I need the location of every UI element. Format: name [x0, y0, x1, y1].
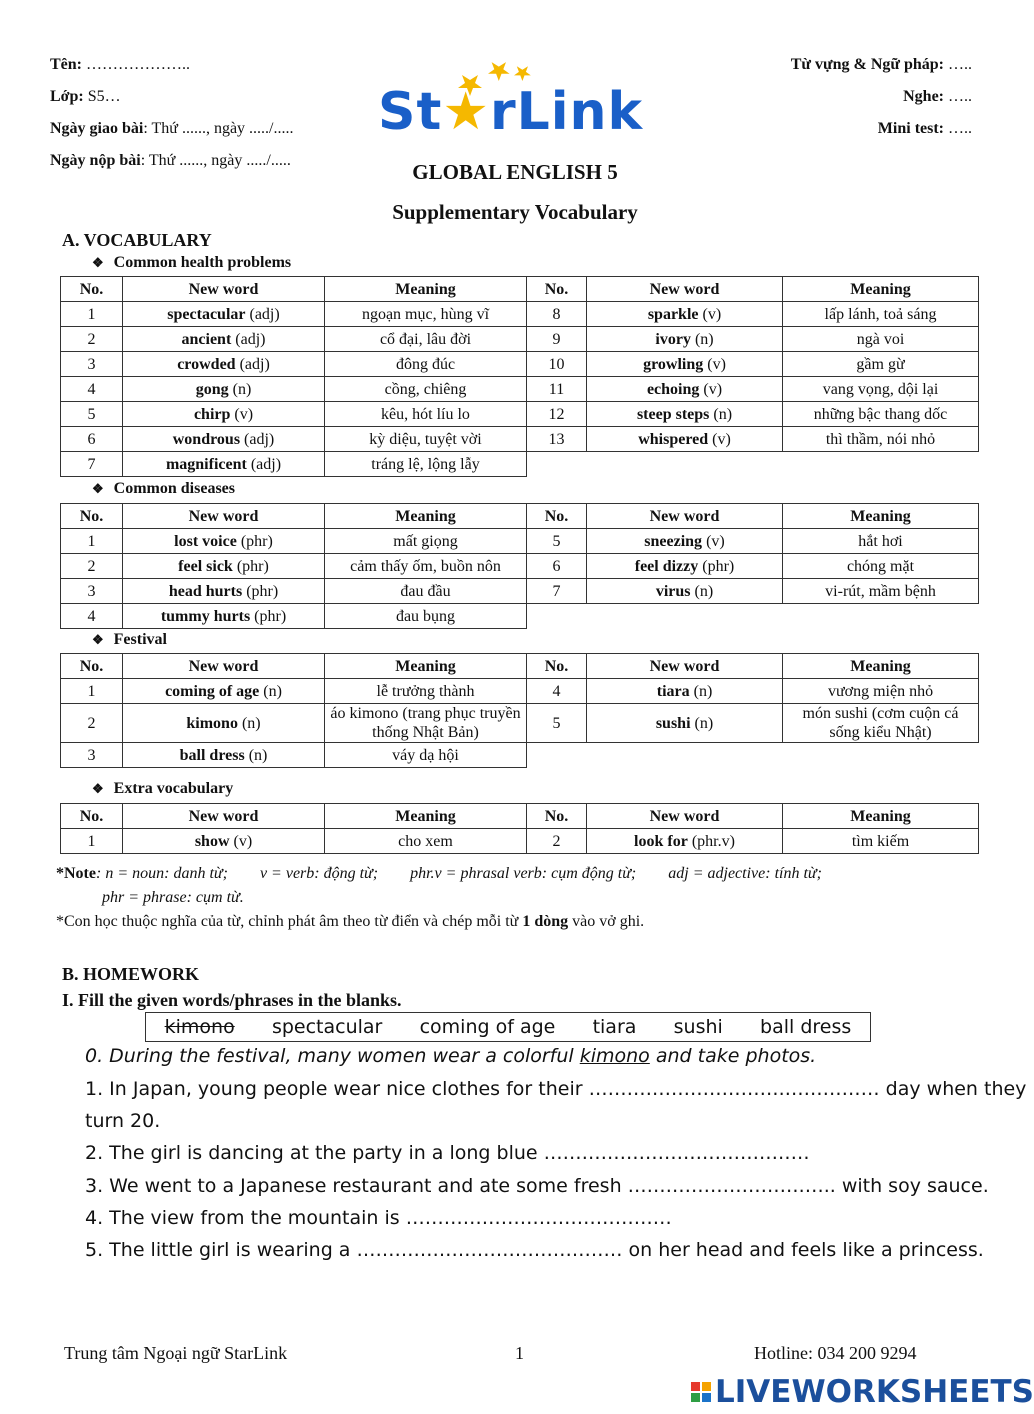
- group-heading: ❖ Festival: [92, 631, 167, 648]
- number-cell: 3: [61, 352, 123, 377]
- question-5[interactable]: 5. The little girl is wearing a …………………………………… on her head and feels like a princess.: [85, 1239, 984, 1261]
- word-cell: coming of age (n): [123, 679, 325, 704]
- word-cell: wondrous (adj): [123, 427, 325, 452]
- listening-score: Nghe: …..: [903, 88, 972, 105]
- vocabulary-table: [60, 276, 979, 477]
- question-3[interactable]: 3. We went to a Japanese restaurant and ate some fresh ……………………….….. with soy sauce.: [85, 1175, 989, 1197]
- table-row: [61, 452, 979, 477]
- word-cell: whispered (v): [587, 427, 783, 452]
- word-cell: sushi (n): [587, 704, 783, 743]
- question-4[interactable]: 4. The view from the mountain is ……………………………………: [85, 1207, 672, 1229]
- word-bank-item: coming of age: [419, 1016, 556, 1038]
- meaning-cell: lấp lánh, toả sáng: [783, 302, 979, 327]
- page-number: 1: [515, 1343, 524, 1363]
- table-header-row: [61, 277, 979, 302]
- meaning-cell: vi-rút, mầm bệnh: [783, 579, 979, 604]
- number-cell: 2: [61, 327, 123, 352]
- meaning-cell: hắt hơi: [783, 529, 979, 554]
- column-header: New word: [587, 804, 783, 829]
- exercise-1-title: I. Fill the given words/phrases in the blanks.: [62, 990, 402, 1010]
- starlink-logo: St★rLink: [378, 60, 628, 140]
- word-bank-item: ball dress: [760, 1016, 852, 1038]
- question-1[interactable]: 1. In Japan, young people wear nice clothes for their ………………………….…………… day when they: [85, 1078, 1027, 1100]
- word-cell: feel dizzy (phr): [587, 554, 783, 579]
- number-cell: 3: [61, 579, 123, 604]
- word-cell: sparkle (v): [587, 302, 783, 327]
- word-cell: look for (phr.v): [587, 829, 783, 854]
- column-header: New word: [587, 277, 783, 302]
- meaning-cell: chóng mặt: [783, 554, 979, 579]
- question-2[interactable]: 2. The girl is dancing at the party in a long blue ……………………………………: [85, 1142, 810, 1164]
- column-header: Meaning: [325, 504, 527, 529]
- note-line-2: phr = phrase: cụm từ.: [102, 889, 244, 906]
- word-cell: sneezing (v): [587, 529, 783, 554]
- number-cell: 5: [61, 402, 123, 427]
- word-cell: tiara (n): [587, 679, 783, 704]
- table-header-row: [61, 804, 979, 829]
- word-cell: kimono (n): [123, 704, 325, 743]
- table-row: [61, 604, 979, 629]
- vocabulary-table: [60, 503, 979, 629]
- word-bank-item: tiara: [592, 1016, 637, 1038]
- word-cell: gong (n): [123, 377, 325, 402]
- number-cell: 1: [61, 302, 123, 327]
- column-header: Meaning: [783, 654, 979, 679]
- liveworksheets-logo-icon: [690, 1381, 712, 1403]
- number-cell: 4: [61, 377, 123, 402]
- number-cell: 2: [61, 704, 123, 743]
- word-cell: show (v): [123, 829, 325, 854]
- word-cell: virus (n): [587, 579, 783, 604]
- number-cell: 13: [527, 427, 587, 452]
- name-line: Tên: ………………..: [50, 56, 190, 73]
- word-cell: tummy hurts (phr): [123, 604, 325, 629]
- meaning-cell: đau bụng: [325, 604, 527, 629]
- page-subtitle: Supplementary Vocabulary: [392, 200, 638, 224]
- word-bank: [145, 1012, 871, 1042]
- word-cell: chirp (v): [123, 402, 325, 427]
- meaning-cell: cảm thấy ốm, buồn nôn: [325, 554, 527, 579]
- number-cell: 1: [61, 529, 123, 554]
- number-cell: 5: [527, 704, 587, 743]
- meaning-cell: cổ đại, lâu đời: [325, 327, 527, 352]
- word-cell: spectacular (adj): [123, 302, 325, 327]
- column-header: No.: [527, 654, 587, 679]
- number-cell: 7: [61, 452, 123, 477]
- table-row: [61, 829, 979, 854]
- meaning-cell: vương miện nhỏ: [783, 679, 979, 704]
- class-line: Lớp: S5…: [50, 88, 121, 105]
- column-header: Meaning: [325, 804, 527, 829]
- word-cell: lost voice (phr): [123, 529, 325, 554]
- column-header: New word: [123, 804, 325, 829]
- column-header: Meaning: [783, 804, 979, 829]
- table-row: [61, 352, 979, 377]
- empty-cell: [527, 604, 979, 629]
- column-header: No.: [61, 804, 123, 829]
- number-cell: 12: [527, 402, 587, 427]
- meaning-cell: tráng lệ, lộng lẫy: [325, 452, 527, 477]
- table-row: [61, 302, 979, 327]
- number-cell: 1: [61, 679, 123, 704]
- word-cell: head hurts (phr): [123, 579, 325, 604]
- column-header: No.: [61, 654, 123, 679]
- note-line-1: *Note: n = noun: danh từ; v = verb: động từ; phr.v = phrasal verb: cụm động từ; adj = adjective: tính từ;: [56, 865, 822, 882]
- name-field[interactable]: ………………..: [86, 56, 190, 73]
- section-b-heading: B. HOMEWORK: [62, 964, 200, 984]
- word-cell: ivory (n): [587, 327, 783, 352]
- meaning-cell: tìm kiếm: [783, 829, 979, 854]
- word-bank-item: spectacular: [271, 1016, 383, 1038]
- column-header: New word: [123, 504, 325, 529]
- number-cell: 4: [527, 679, 587, 704]
- group-heading: ❖ Common diseases: [92, 480, 235, 497]
- number-cell: 6: [527, 554, 587, 579]
- meaning-cell: ngà voi: [783, 327, 979, 352]
- empty-cell: [527, 743, 979, 768]
- group-heading: ❖ Extra vocabulary: [92, 780, 234, 797]
- number-cell: 1: [61, 829, 123, 854]
- footer-hotline: Hotline: 034 200 9294: [754, 1343, 917, 1363]
- meaning-cell: những bậc thang dốc: [783, 402, 979, 427]
- word-cell: ball dress (n): [123, 743, 325, 768]
- assign-date-line: Ngày giao bài: Thứ ......, ngày ...../.....: [50, 120, 294, 137]
- column-header: New word: [123, 654, 325, 679]
- group-heading: ❖ Common health problems: [92, 254, 292, 271]
- column-header: Meaning: [325, 277, 527, 302]
- number-cell: 8: [527, 302, 587, 327]
- table-row: [61, 554, 979, 579]
- column-header: No.: [527, 504, 587, 529]
- column-header: Meaning: [783, 277, 979, 302]
- table-row: [61, 704, 979, 743]
- table-row: [61, 427, 979, 452]
- meaning-cell: lễ trưởng thành: [325, 679, 527, 704]
- meaning-cell: mất giọng: [325, 529, 527, 554]
- number-cell: 4: [61, 604, 123, 629]
- meaning-cell: kêu, hót líu lo: [325, 402, 527, 427]
- number-cell: 5: [527, 529, 587, 554]
- table-row: [61, 529, 979, 554]
- word-cell: feel sick (phr): [123, 554, 325, 579]
- column-header: New word: [587, 654, 783, 679]
- column-header: No.: [527, 804, 587, 829]
- liveworksheets-watermark: LIVEWORKSHEETS: [690, 1374, 1034, 1410]
- minitest-score: Mini test: …..: [877, 120, 972, 137]
- table-row: [61, 402, 979, 427]
- number-cell: 2: [61, 554, 123, 579]
- table-row: [61, 377, 979, 402]
- meaning-cell: đông đúc: [325, 352, 527, 377]
- table-header-row: [61, 504, 979, 529]
- meaning-cell: món sushi (cơm cuộn cá sống kiểu Nhật): [783, 704, 979, 743]
- diamond-bullet-icon: ❖: [92, 781, 104, 796]
- footer-center-name: Trung tâm Ngoại ngữ StarLink: [64, 1343, 288, 1363]
- meaning-cell: đau đầu: [325, 579, 527, 604]
- meaning-cell: vang vọng, dội lại: [783, 377, 979, 402]
- table-row: [61, 327, 979, 352]
- word-cell: echoing (v): [587, 377, 783, 402]
- word-cell: crowded (adj): [123, 352, 325, 377]
- column-header: No.: [61, 277, 123, 302]
- meaning-cell: thì thầm, nói nhỏ: [783, 427, 979, 452]
- word-bank-item: kimono: [164, 1016, 235, 1038]
- number-cell: 6: [61, 427, 123, 452]
- section-a-heading: A. VOCABULARY: [62, 230, 212, 250]
- number-cell: 2: [527, 829, 587, 854]
- column-header: New word: [587, 504, 783, 529]
- diamond-bullet-icon: ❖: [92, 255, 104, 270]
- diamond-bullet-icon: ❖: [92, 632, 104, 647]
- column-header: New word: [123, 277, 325, 302]
- number-cell: 11: [527, 377, 587, 402]
- empty-cell: [527, 452, 979, 477]
- table-row: [61, 679, 979, 704]
- table-row: [61, 579, 979, 604]
- column-header: Meaning: [325, 654, 527, 679]
- column-header: No.: [527, 277, 587, 302]
- page-title: GLOBAL ENGLISH 5: [412, 160, 618, 184]
- example-sentence: 0. During the festival, many women wear a colorful kimono and take photos.: [85, 1045, 817, 1067]
- table-row: [61, 743, 979, 768]
- word-cell: ancient (adj): [123, 327, 325, 352]
- meaning-cell: cồng, chiêng: [325, 377, 527, 402]
- number-cell: 3: [61, 743, 123, 768]
- vocabulary-table: [60, 653, 979, 768]
- meaning-cell: kỳ diệu, tuyệt vời: [325, 427, 527, 452]
- number-cell: 7: [527, 579, 587, 604]
- meaning-cell: áo kimono (trang phục truyền thống Nhật Bản): [325, 704, 527, 743]
- word-cell: steep steps (n): [587, 402, 783, 427]
- number-cell: 9: [527, 327, 587, 352]
- meaning-cell: ngoạn mục, hùng vĩ: [325, 302, 527, 327]
- note-line-3: *Con học thuộc nghĩa của từ, chỉnh phát âm theo từ điển và chép mỗi từ 1 dòng vào vở ghi.: [56, 913, 645, 930]
- vocab-grammar-score: Từ vựng & Ngữ pháp: …..: [790, 56, 972, 73]
- table-header-row: [61, 654, 979, 679]
- word-cell: growling (v): [587, 352, 783, 377]
- meaning-cell: gầm gừ: [783, 352, 979, 377]
- vocabulary-table: [60, 803, 979, 854]
- meaning-cell: cho xem: [325, 829, 527, 854]
- word-bank-item: sushi: [673, 1016, 723, 1038]
- word-cell: magnificent (adj): [123, 452, 325, 477]
- meaning-cell: váy dạ hội: [325, 743, 527, 768]
- submit-date-line: Ngày nộp bài: Thứ ......, ngày ...../.....: [50, 152, 291, 169]
- number-cell: 10: [527, 352, 587, 377]
- diamond-bullet-icon: ❖: [92, 481, 104, 496]
- column-header: No.: [61, 504, 123, 529]
- question-1-cont: turn 20.: [85, 1110, 161, 1132]
- column-header: Meaning: [783, 504, 979, 529]
